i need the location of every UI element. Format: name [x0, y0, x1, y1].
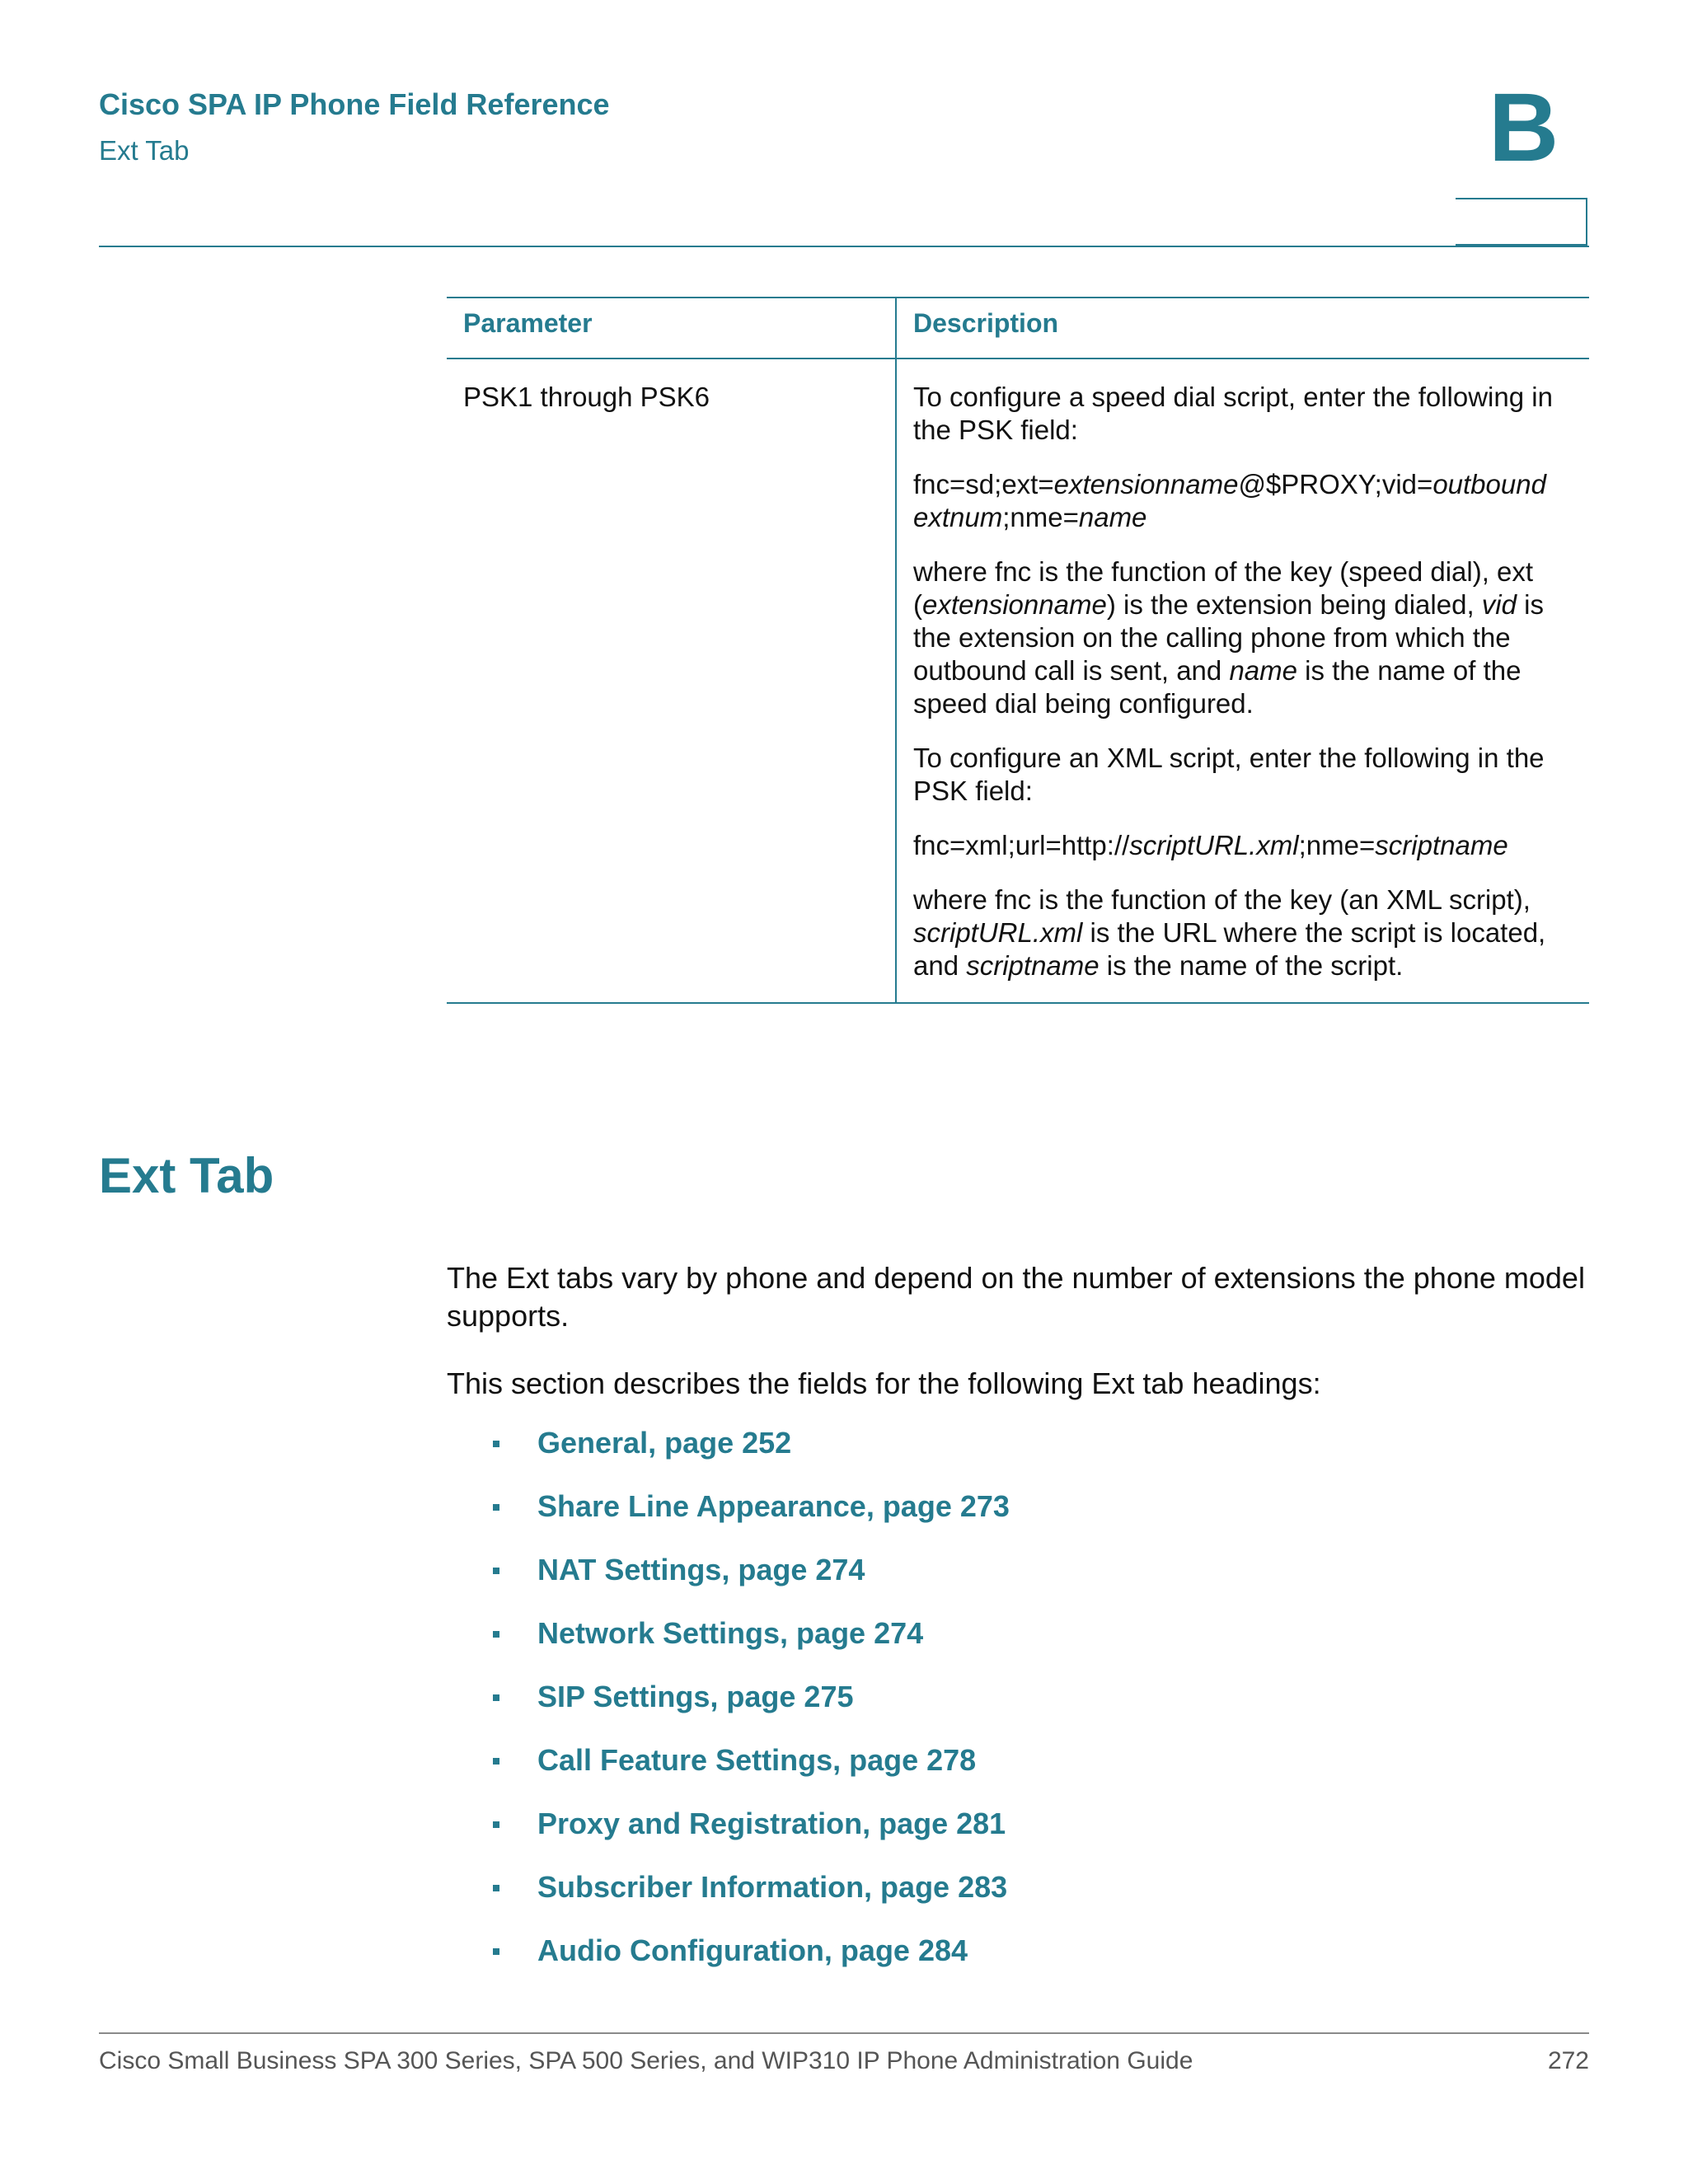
- bullet-square-icon: [493, 1441, 499, 1447]
- link-audio-configuration[interactable]: Audio Configuration, page 284: [537, 1933, 968, 1967]
- link-call-feature-settings[interactable]: Call Feature Settings, page 278: [537, 1743, 977, 1777]
- bullet-square-icon: [493, 1821, 499, 1828]
- section-intro-paragraph: The Ext tabs vary by phone and depend on the number of extensions the phone model supports.: [447, 1261, 1585, 1333]
- list-item: [447, 1932, 1010, 1995]
- footer-guide-title: Cisco Small Business SPA 300 Series, SPA 500 Series, and WIP310 IP Phone Administration Guide: [99, 2047, 1193, 2074]
- link-general[interactable]: General, page 252: [537, 1426, 792, 1460]
- list-item: [447, 1424, 1010, 1488]
- link-network-settings[interactable]: Network Settings, page 274: [537, 1616, 924, 1650]
- bullet-square-icon: [493, 1758, 499, 1765]
- cell-parameter: PSK1 through PSK6: [447, 359, 897, 1002]
- bullet-square-icon: [493, 1885, 499, 1891]
- table-header-row: [447, 298, 1589, 359]
- link-proxy-and-registration[interactable]: Proxy and Registration, page 281: [537, 1807, 1006, 1840]
- list-item: [447, 1805, 1010, 1868]
- desc-xml-explanation: where fnc is the function of the key (an XML script), scriptURL.xml is the URL where the script is located, and scriptname is the name of the script.: [913, 884, 1546, 981]
- column-header-description: Description: [913, 308, 1059, 338]
- section-heading: Ext Tab: [99, 1148, 274, 1203]
- bullet-square-icon: [493, 1948, 499, 1955]
- link-sip-settings[interactable]: SIP Settings, page 275: [537, 1680, 854, 1713]
- list-item: [447, 1551, 1010, 1615]
- parameter-table: [447, 297, 1589, 1004]
- link-subscriber-information[interactable]: Subscriber Information, page 283: [537, 1870, 1008, 1904]
- list-item: [447, 1678, 1010, 1741]
- footer-divider: [99, 2032, 1589, 2034]
- column-header-parameter: Parameter: [447, 298, 897, 358]
- bullet-square-icon: [493, 1568, 499, 1574]
- appendix-letter-box: [1456, 198, 1587, 246]
- bullet-square-icon: [493, 1694, 499, 1701]
- bullet-square-icon: [493, 1631, 499, 1638]
- table-row: [447, 359, 1589, 1002]
- list-item: [447, 1488, 1010, 1551]
- desc-speed-dial-explanation: where fnc is the function of the key (speed dial), ext (extensionname) is the extension being dialed, vid is the extension on the calling phone from which the outbound call is sent, and name is the name of the speed dial being configured.: [913, 556, 1544, 719]
- header-divider: [99, 246, 1589, 247]
- list-item: [447, 1615, 1010, 1678]
- appendix-letter: B: [1489, 73, 1559, 182]
- link-nat-settings[interactable]: NAT Settings, page 274: [537, 1553, 865, 1586]
- bullet-square-icon: [493, 1504, 499, 1511]
- running-header-subtitle: Ext Tab: [99, 135, 190, 166]
- link-share-line-appearance[interactable]: Share Line Appearance, page 273: [537, 1489, 1010, 1523]
- desc-speed-dial-intro: To configure a speed dial script, enter the following in the PSK field:: [913, 382, 1553, 445]
- ext-tab-headings-list: [447, 1424, 1010, 1995]
- desc-xml-syntax: fnc=xml;url=http://scriptURL.xml;nme=scriptname: [913, 830, 1508, 860]
- running-header-title: Cisco SPA IP Phone Field Reference: [99, 87, 610, 121]
- list-item: [447, 1741, 1010, 1805]
- list-item: [447, 1868, 1010, 1932]
- cell-description: [897, 359, 1589, 1002]
- desc-xml-intro: To configure an XML script, enter the following in the PSK field:: [913, 743, 1545, 806]
- section-list-intro: This section describes the fields for the following Ext tab headings:: [447, 1366, 1321, 1400]
- page-number: 272: [1547, 2047, 1589, 2074]
- desc-speed-dial-syntax: fnc=sd;ext=extensionname@$PROXY;vid=outbound extnum;nme=name: [913, 469, 1546, 532]
